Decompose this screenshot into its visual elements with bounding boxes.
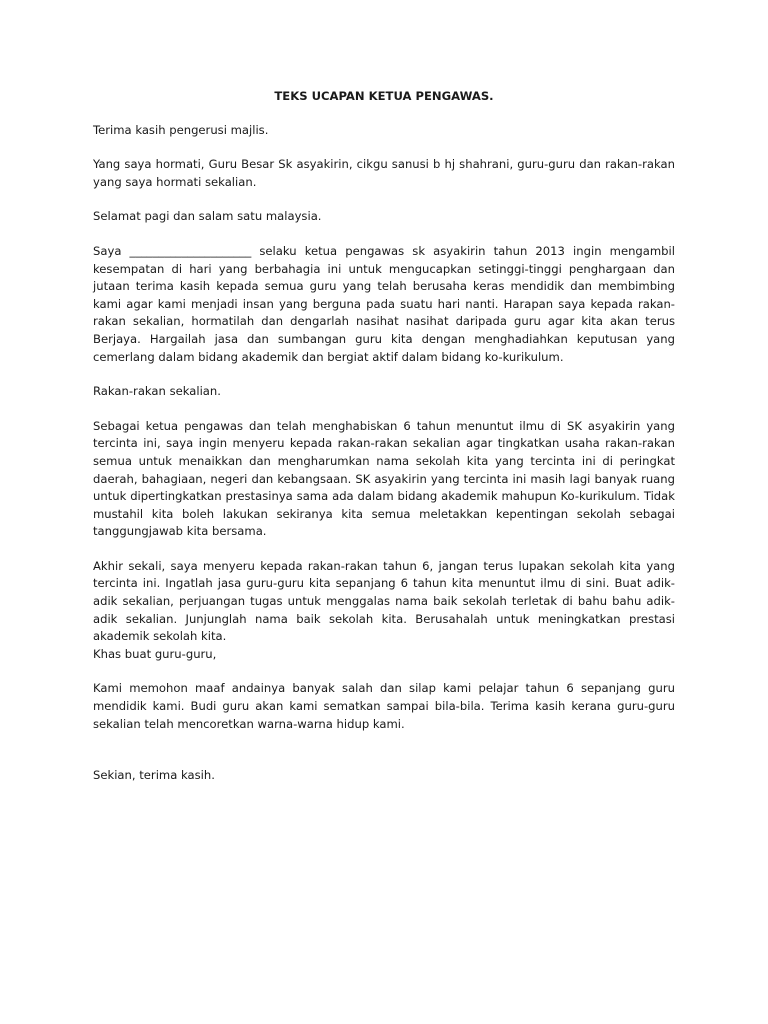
paragraph-salutation: Yang saya hormati, Guru Besar Sk asyakirin, cikgu sanusi b hj shahrani, guru-guru dan rakan-rakan yang saya hormati sekalian. <box>93 157 675 189</box>
document-title: TEKS UCAPAN KETUA PENGAWAS. <box>274 89 494 103</box>
paragraph-friends-heading: Rakan-rakan sekalian. <box>93 384 221 399</box>
paragraph-introduction: Saya _____________________ selaku ketua pengawas sk asyakirin tahun 2013 ingin mengambil kesempatan di hari yang berbahagia ini untuk mengucapkan setinggi-tinggi penghargaan dan jutaan terima kasih kepada semua guru yang telah berusaha keras mendidik dan membimbing kami agar kami menjadi insan yang berguna pada suatu hari nanti. Harapan saya kepada rakan-rakan sekalian, hormatilah dan dengarlah nasihat nasihat daripada guru agar kita akan terus Berjaya. Hargailah jasa dan sumbangan guru kita dengan menghadiahkan keputusan yang cemerlang dalam bidang akademik dan bergiat aktif dalam bidang ko-kurikulum. <box>93 243 675 364</box>
paragraph-call-to-friends: Sebagai ketua pengawas dan telah menghabiskan 6 tahun menuntut ilmu di SK asyakirin yang tercinta ini, saya ingin menyeru kepada rakan-rakan sekalian agar tingkatkan usaha rakan-rakan semua untuk menaikkan dan mengharumkan nama sekolah kita yang tercinta ini di peringkat daerah, bahagiaan, negeri dan kebangsaan. SK asyakirin yang tercinta ini masih lagi banyak ruang untuk dipertingkatkan prestasinya sama ada dalam bidang akademik mahupun Ko-kurikulum. Tidak mustahil kita boleh lakukan sekiranya kita semua meletakkan kepentingan sekolah sebagai tanggungjawab kita bersama. <box>93 418 675 539</box>
paragraph-greeting-chair: Terima kasih pengerusi majlis. <box>93 122 269 137</box>
paragraph-apology: Kami memohon maaf andainya banyak salah dan silap kami pelajar tahun 6 sepanjang guru mendidik kami. Budi guru akan kami sematkan sampai bila-bila. Terima kasih kerana guru-guru sekalian telah mencoretkan warna-warna hidup kami. <box>93 681 675 731</box>
paragraph-for-teachers-heading: Khas buat guru-guru, <box>93 646 217 661</box>
paragraph-sign-off: Sekian, terima kasih. <box>93 768 215 783</box>
paragraph-closing-appeal: Akhir sekali, saya menyeru kepada rakan-rakan tahun 6, jangan terus lupakan sekolah kita yang tercinta ini. Ingatlah jasa guru-guru kita sepanjang 6 tahun kita menuntut ilmu di sini. Buat adik-adik sekalian, perjuangan tugas untuk menggalas nama baik sekolah terletak di bahu bahu adik-adik sekalian. Junjunglah nama baik sekolah kita. Berusahalah untuk meningkatkan prestasi akademik sekolah kita. <box>93 558 675 644</box>
document-body <box>93 88 675 802</box>
paragraph-good-morning: Selamat pagi dan salam satu malaysia. <box>93 209 322 224</box>
